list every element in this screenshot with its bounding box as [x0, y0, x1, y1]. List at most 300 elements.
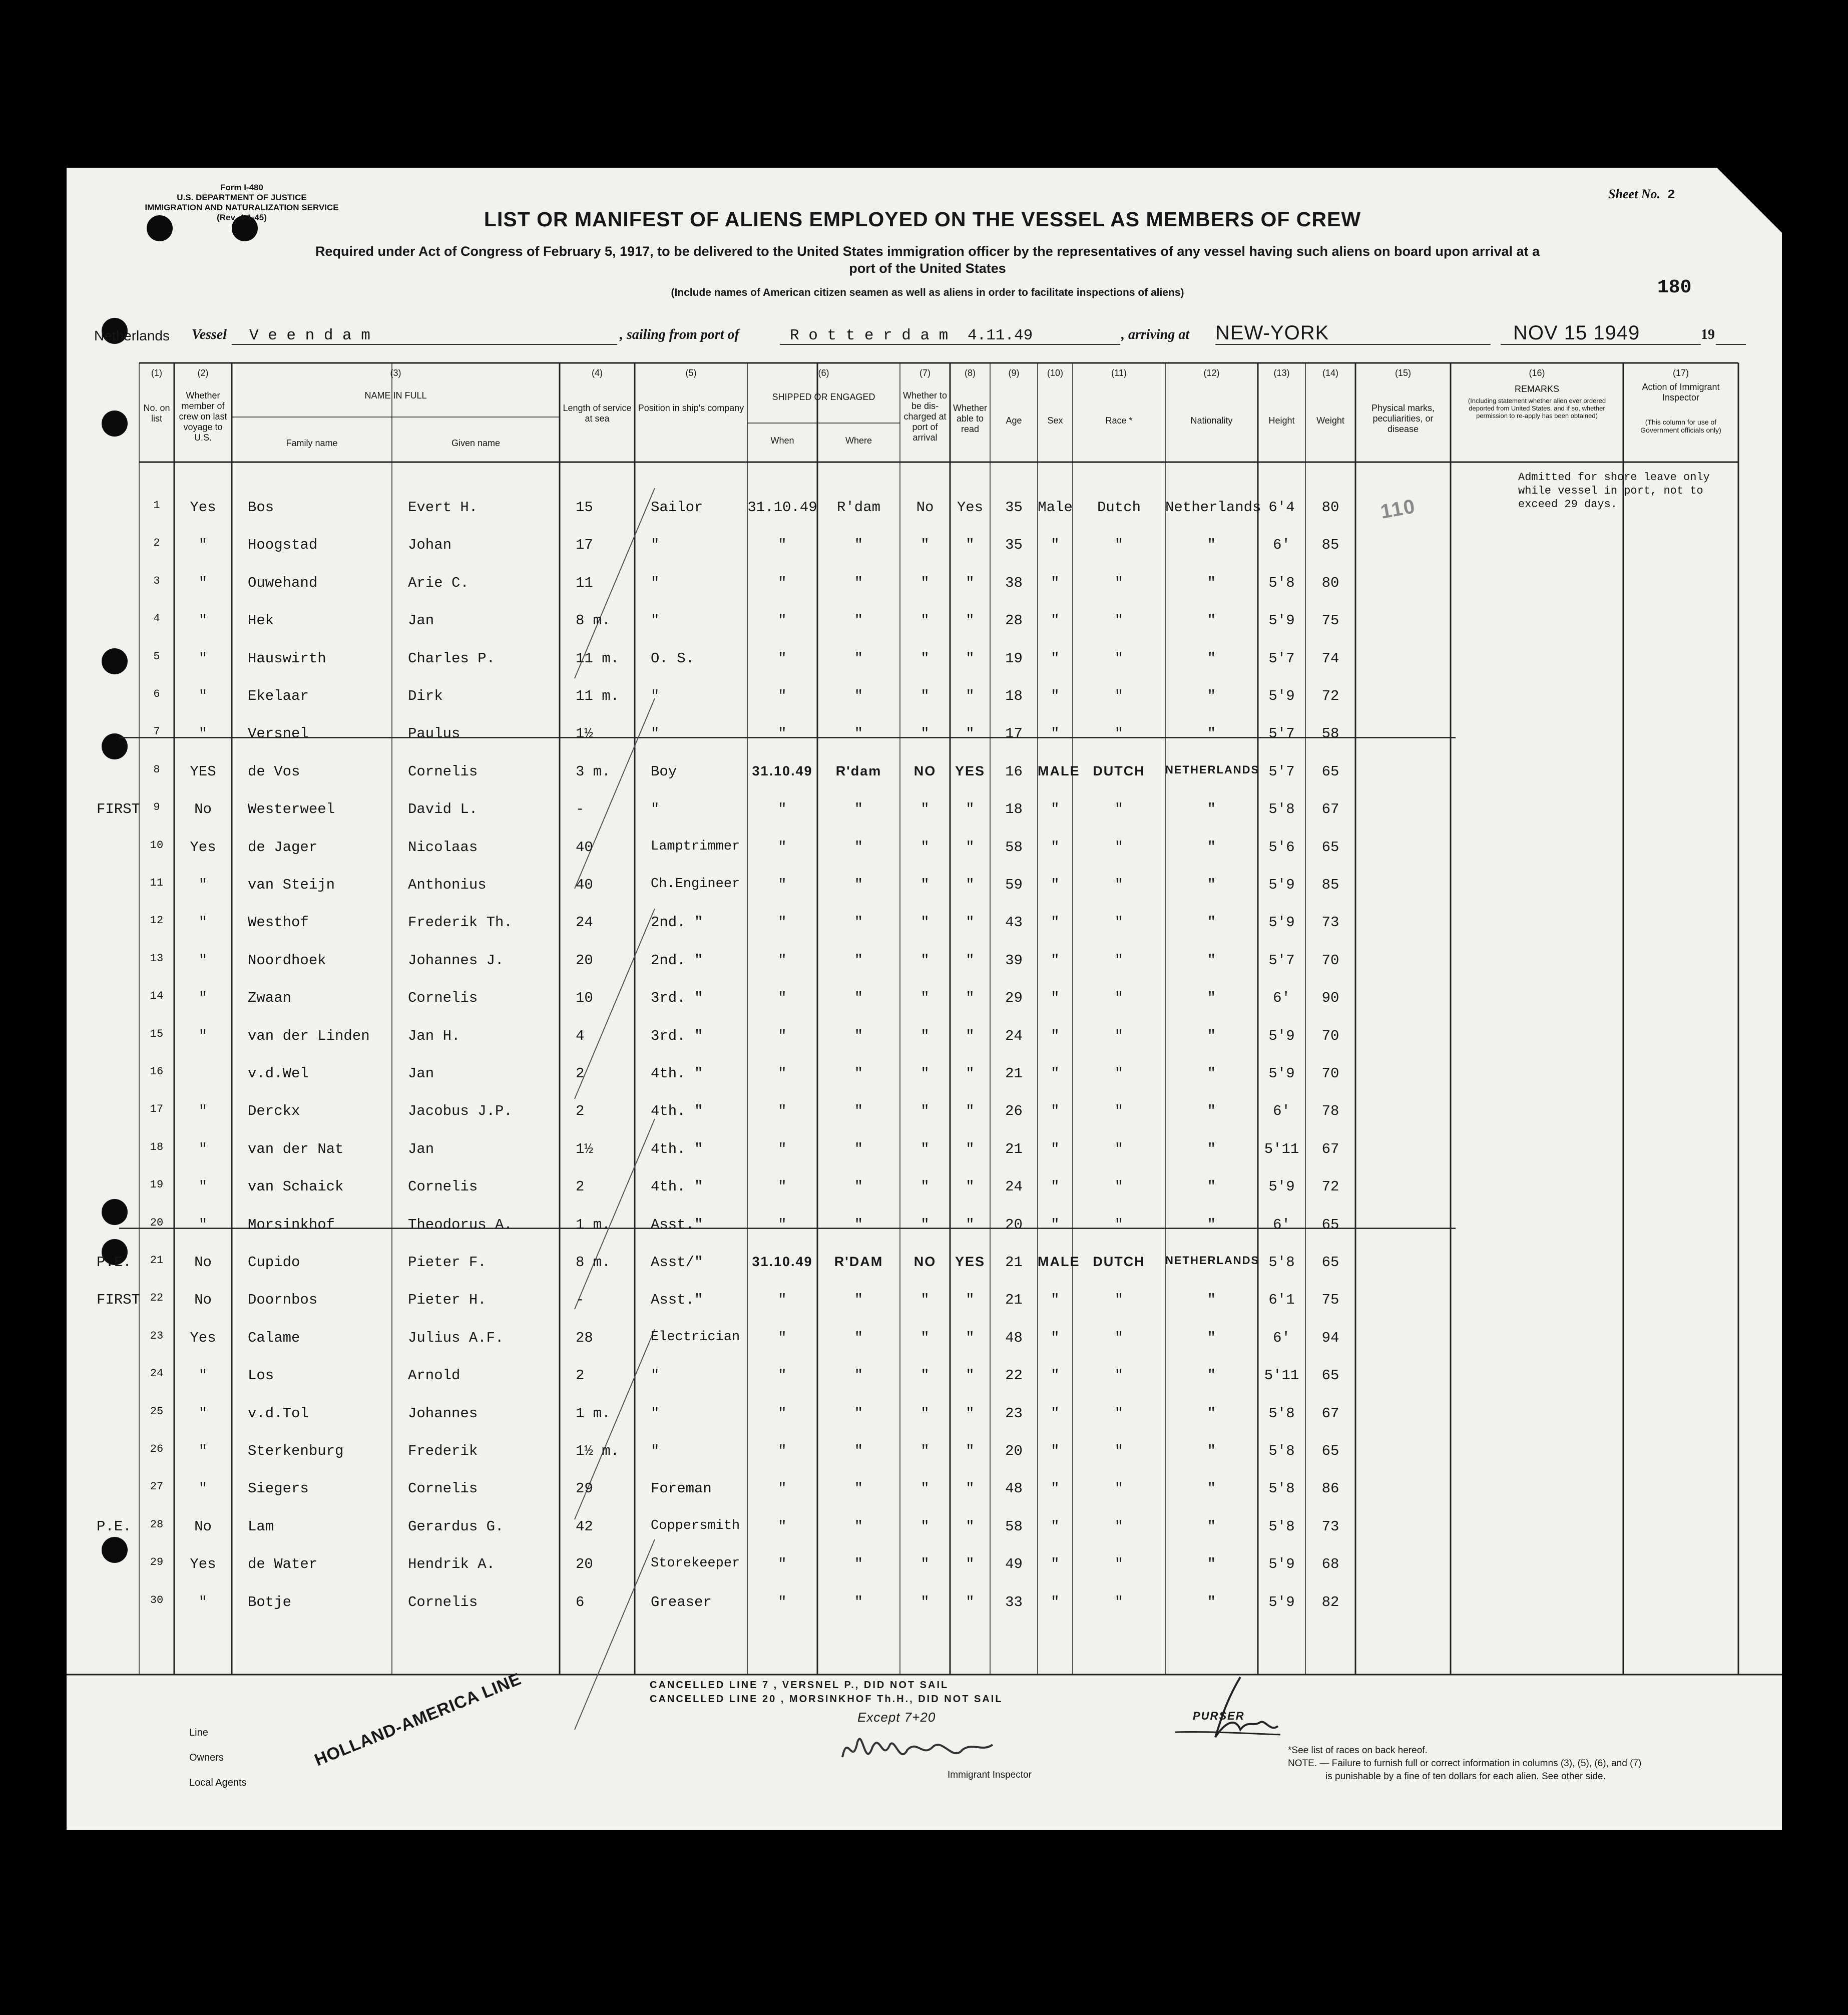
revision: (Rev. 4-1-45)	[217, 213, 267, 222]
cell-height: 5'9	[1268, 1178, 1295, 1195]
cell-disch: "	[920, 650, 930, 667]
cell-weight: 65	[1321, 839, 1339, 856]
cell-where: "	[854, 1518, 863, 1535]
cell-position: 4th. "	[651, 1140, 703, 1157]
cell-race: "	[1114, 1367, 1124, 1384]
cell-race: "	[1114, 914, 1124, 931]
cell-sex: "	[1051, 650, 1060, 667]
column-header-h7: Whether to be dis-charged at port of arrival	[902, 390, 948, 443]
cell-sex: Male	[1038, 499, 1073, 516]
cell-read: "	[966, 574, 975, 591]
cell-nat: "	[1207, 877, 1216, 893]
cell-service: 1½	[576, 1140, 593, 1157]
cell-age: 59	[1005, 877, 1023, 893]
cell-no: 20	[150, 1216, 164, 1229]
column-number: (8)	[965, 368, 976, 378]
cell-height: 5'8	[1268, 1405, 1295, 1422]
cell-height: 5'7	[1268, 952, 1295, 969]
cell-nat: "	[1207, 1178, 1216, 1195]
cell-prev: "	[198, 1593, 208, 1610]
cell-position: Boy	[651, 763, 677, 780]
cell-when: "	[778, 1593, 787, 1610]
cell-nat: "	[1207, 1140, 1216, 1157]
fine-note-2: is punishable by a fine of ten dollars for each alien. See other side.	[1325, 1771, 1606, 1782]
column-header-h5: Position in ship's company	[638, 403, 744, 413]
cell-weight: 65	[1321, 1367, 1339, 1384]
column-header-when: When	[770, 436, 794, 446]
cell-nat: Netherlands	[1165, 499, 1261, 516]
cell-no: 17	[150, 1103, 164, 1116]
cell-family: Hauswirth	[248, 650, 326, 667]
cell-when: 31.10.49	[752, 763, 813, 778]
cell-no: 11	[150, 877, 164, 889]
cell-family: v.d.Wel	[248, 1065, 309, 1082]
cell-nat: "	[1207, 1216, 1216, 1233]
cell-where: "	[854, 612, 863, 629]
page-number: 180	[1657, 277, 1692, 298]
cell-given: Pieter F.	[408, 1254, 487, 1271]
cell-weight: 65	[1321, 1216, 1339, 1233]
cell-when: "	[778, 537, 787, 554]
cell-family: Westerweel	[248, 801, 335, 818]
races-note: *See list of races on back hereof.	[1288, 1745, 1428, 1756]
cell-where: "	[854, 914, 863, 931]
cell-position: Asst/"	[651, 1254, 703, 1271]
cell-disch: "	[920, 914, 930, 931]
cell-read: YES	[955, 763, 986, 778]
cancel-note-1: CANCELLED LINE 7 , VERSNEL P., DID NOT SAIL	[650, 1680, 949, 1691]
column-header-where: Where	[845, 436, 872, 446]
cell-sex: "	[1051, 1443, 1060, 1459]
cell-race: "	[1114, 574, 1124, 591]
cell-height: 5'9	[1268, 612, 1295, 629]
cell-nat: NETHERLANDS	[1165, 1254, 1260, 1267]
form-number: Form I-480	[220, 183, 263, 192]
cell-position: "	[651, 574, 660, 591]
punch-hole	[102, 733, 128, 759]
cell-service: 1 m.	[576, 1405, 611, 1422]
cell-service: 24	[576, 914, 593, 931]
cell-family: Westhof	[248, 914, 309, 931]
purser-label: PURSER	[1193, 1710, 1245, 1722]
cell-weight: 85	[1321, 537, 1339, 554]
cell-no: 14	[150, 990, 164, 1003]
cell-height: 5'8	[1268, 1254, 1295, 1271]
cell-age: 49	[1005, 1556, 1023, 1573]
cell-age: 28	[1005, 612, 1023, 629]
cell-disch: NO	[913, 1254, 937, 1269]
cell-weight: 75	[1321, 1292, 1339, 1309]
cell-weight: 67	[1321, 1140, 1339, 1157]
column-header-h14: Weight	[1316, 416, 1344, 426]
cell-position: 2nd. "	[651, 952, 703, 969]
include-note: (Include names of American citizen seamen as well as aliens in order to facilitate inspections of aliens)	[671, 287, 1184, 298]
cell-prev: Yes	[190, 1556, 216, 1573]
cell-when: "	[778, 914, 787, 931]
cell-height: 5'11	[1264, 1367, 1299, 1384]
cell-family: Siegers	[248, 1480, 309, 1497]
column-header-h9: Age	[1006, 416, 1022, 426]
required-text	[187, 243, 1668, 277]
cell-where: "	[854, 1556, 863, 1573]
cell-race: "	[1114, 877, 1124, 893]
cell-service: 1 m.	[576, 1216, 611, 1233]
cell-given: Jacobus J.P.	[408, 1103, 513, 1120]
column-header-h12: Nationality	[1190, 416, 1233, 426]
cell-sex: "	[1051, 1329, 1060, 1346]
cell-family: Morsinkhof	[248, 1216, 335, 1233]
cell-family: Zwaan	[248, 990, 292, 1007]
cell-position: "	[651, 1367, 660, 1384]
cell-position: "	[651, 1443, 660, 1459]
cell-height: 5'9	[1268, 1065, 1295, 1082]
cell-age: 19	[1005, 650, 1023, 667]
cell-prev: "	[198, 1216, 208, 1233]
cell-when: "	[778, 1556, 787, 1573]
cell-family: de Vos	[248, 763, 300, 780]
service: IMMIGRATION AND NATURALIZATION SERVICE	[145, 203, 339, 212]
cell-prev: "	[198, 574, 208, 591]
column-header-remarks: REMARKS	[1514, 384, 1559, 394]
cell-disch: "	[920, 1480, 930, 1497]
cell-weight: 58	[1321, 725, 1339, 742]
cell-no: 13	[150, 952, 164, 965]
cell-prev: "	[198, 537, 208, 554]
cell-sex: "	[1051, 1367, 1060, 1384]
cell-disch: "	[920, 990, 930, 1007]
column-number: (12)	[1203, 368, 1220, 378]
cell-sex: "	[1051, 1065, 1060, 1082]
column-number: (17)	[1672, 368, 1689, 378]
cell-sex: "	[1051, 1027, 1060, 1044]
cell-disch: "	[920, 574, 930, 591]
cell-service: 11 m.	[576, 688, 620, 704]
cell-nat: "	[1207, 688, 1216, 704]
cell-where: "	[854, 1593, 863, 1610]
column-header-h1: No. on list	[143, 403, 170, 424]
cell-service: 28	[576, 1329, 593, 1346]
column-number: (14)	[1322, 368, 1338, 378]
inspector-label: Immigrant Inspector	[948, 1770, 1032, 1780]
cell-family: Calame	[248, 1329, 300, 1346]
cell-race: "	[1114, 1065, 1124, 1082]
cell-race: "	[1114, 952, 1124, 969]
cell-family: van Steijn	[248, 877, 335, 893]
cell-position: Asst."	[651, 1292, 703, 1309]
cell-prev: No	[194, 1254, 212, 1271]
cell-no: 18	[150, 1140, 164, 1153]
cell-read: "	[966, 1178, 975, 1195]
cell-weight: 78	[1321, 1103, 1339, 1120]
cell-family: Derckx	[248, 1103, 300, 1120]
cell-where: "	[854, 1103, 863, 1120]
cell-read: "	[966, 1292, 975, 1309]
cell-read: "	[966, 612, 975, 629]
cell-disch: "	[920, 1216, 930, 1233]
cell-where: "	[854, 574, 863, 591]
cell-height: 5'11	[1264, 1140, 1299, 1157]
cell-given: David L.	[408, 801, 478, 818]
cell-no: 26	[150, 1443, 164, 1455]
cell-given: Cornelis	[408, 1593, 478, 1610]
required-line-1: Required under Act of Congress of February 5, 1917, to be delivered to the United States immigration officer by the representatives of any vessel having such aliens on board upon arrival at a	[315, 244, 1540, 259]
cell-given: Cornelis	[408, 990, 478, 1007]
cell-service: 15	[576, 499, 593, 516]
cell-given: Johannes J.	[408, 952, 504, 969]
cell-when: "	[778, 839, 787, 856]
cell-position: Sailor	[651, 499, 703, 516]
cell-weight: 75	[1321, 612, 1339, 629]
purser-signature	[1165, 1672, 1295, 1752]
required-line-2: port of the United States	[849, 261, 1006, 276]
cell-where: "	[854, 990, 863, 1007]
cell-sex: "	[1051, 839, 1060, 856]
cell-sex: "	[1051, 574, 1060, 591]
column-header-remarks-note: (Including statement whether alien ever ordered deported from United States, and if so, whether permission to re-apply has been obtained)	[1468, 397, 1606, 420]
local-agents-label: Local Agents	[189, 1777, 247, 1788]
cell-given: Paulus	[408, 725, 460, 742]
cell-where: "	[854, 1329, 863, 1346]
column-header-h4: Length of service at sea	[563, 403, 632, 424]
cell-disch: "	[920, 1065, 930, 1082]
cell-when: "	[778, 1518, 787, 1535]
cell-weight: 68	[1321, 1556, 1339, 1573]
cell-family: v.d.Tol	[248, 1405, 309, 1422]
cell-disch: "	[920, 1405, 930, 1422]
column-header-h11: Race *	[1105, 416, 1133, 426]
cell-race: "	[1114, 990, 1124, 1007]
cell-height: 5'9	[1268, 688, 1295, 704]
cell-disch: "	[920, 537, 930, 554]
cell-disch: "	[920, 612, 930, 629]
cell-service: 8 m.	[576, 612, 611, 629]
cell-disch: "	[920, 952, 930, 969]
cell-race: "	[1114, 1593, 1124, 1610]
cell-read: "	[966, 725, 975, 742]
cell-prev: No	[194, 1292, 212, 1309]
cell-sex: "	[1051, 1103, 1060, 1120]
cell-prev: No	[194, 801, 212, 818]
cell-age: 33	[1005, 1593, 1023, 1610]
cell-race: "	[1114, 1292, 1124, 1309]
cell-weight: 70	[1321, 1065, 1339, 1082]
cell-read: "	[966, 952, 975, 969]
cell-no: 3	[153, 574, 160, 587]
cell-sex: "	[1051, 537, 1060, 554]
cell-disch: "	[920, 1593, 930, 1610]
cell-age: 48	[1005, 1329, 1023, 1346]
cell-race: Dutch	[1097, 499, 1141, 516]
cell-when: 31.10.49	[747, 499, 817, 516]
cell-height: 5'8	[1268, 574, 1295, 591]
arriving-label: , arriving at	[1121, 327, 1190, 342]
cell-position: 3rd. "	[651, 1027, 703, 1044]
cell-nat: "	[1207, 1480, 1216, 1497]
cell-weight: 72	[1321, 688, 1339, 704]
margin-mark-pe: P.E.	[97, 1518, 132, 1535]
cell-family: Bos	[248, 499, 274, 516]
port-name: R o t t e r d a m	[790, 327, 949, 344]
cell-service: 6	[576, 1593, 585, 1610]
column-number: (9)	[1008, 368, 1020, 378]
cell-prev: "	[198, 1178, 208, 1195]
cell-nat: "	[1207, 801, 1216, 818]
cell-family: de Water	[248, 1556, 318, 1573]
cell-read: Yes	[957, 499, 984, 516]
cell-family: Botje	[248, 1593, 292, 1610]
cell-race: DUTCH	[1093, 1254, 1145, 1269]
cell-disch: "	[920, 1027, 930, 1044]
page-title: LIST OR MANIFEST OF ALIENS EMPLOYED ON THE VESSEL AS MEMBERS OF CREW	[484, 208, 1361, 231]
cell-age: 35	[1005, 537, 1023, 554]
cell-height: 5'6	[1268, 839, 1295, 856]
cell-where: "	[854, 1065, 863, 1082]
cell-weight: 70	[1321, 952, 1339, 969]
cell-when: "	[778, 1292, 787, 1309]
column-number: (11)	[1111, 368, 1127, 378]
sail-date: 4.11.49	[968, 327, 1033, 344]
cell-service: 10	[576, 990, 593, 1007]
cell-age: 18	[1005, 688, 1023, 704]
sheet-label: Sheet No.	[1608, 187, 1660, 201]
cell-prev: "	[198, 1103, 208, 1120]
cell-weight: 72	[1321, 1178, 1339, 1195]
cell-service: 1½	[576, 725, 593, 742]
cell-height: 5'8	[1268, 1480, 1295, 1497]
column-number: (5)	[685, 368, 697, 378]
cell-family: van der Nat	[248, 1140, 344, 1157]
cell-disch: "	[920, 877, 930, 893]
cell-service: 20	[576, 952, 593, 969]
cell-given: Arnold	[408, 1367, 460, 1384]
margin-mark-first: FIRST	[97, 801, 141, 818]
cell-where: "	[854, 1367, 863, 1384]
cell-no: 27	[150, 1480, 164, 1493]
cell-read: "	[966, 1367, 975, 1384]
column-number: (2)	[197, 368, 209, 378]
column-number: (16)	[1529, 368, 1545, 378]
cell-height: 5'7	[1268, 763, 1295, 780]
cell-disch: "	[920, 725, 930, 742]
cell-weight: 86	[1321, 1480, 1339, 1497]
cell-nat: "	[1207, 1103, 1216, 1120]
cell-disch: "	[920, 801, 930, 818]
cell-position: "	[651, 725, 660, 742]
sheet-value: 2	[1667, 187, 1675, 202]
cell-position: Ch.Engineer	[651, 877, 740, 892]
cell-read: "	[966, 990, 975, 1007]
remarks-text: Admitted for shore leave only while vessel in port, not to exceed 29 days.	[1518, 471, 1710, 511]
cell-when: "	[778, 1065, 787, 1082]
cell-no: 22	[150, 1292, 164, 1305]
column-number: (4)	[592, 368, 603, 378]
cell-race: "	[1114, 650, 1124, 667]
cell-given: Jan	[408, 1065, 434, 1082]
cell-position: 4th. "	[651, 1178, 703, 1195]
cell-when: "	[778, 612, 787, 629]
column-number: (13)	[1273, 368, 1290, 378]
cell-when: "	[778, 1027, 787, 1044]
cell-where: "	[854, 537, 863, 554]
cell-nat: "	[1207, 952, 1216, 969]
cell-position: Asst."	[651, 1216, 703, 1233]
cell-where: "	[854, 725, 863, 742]
cell-position: "	[651, 537, 660, 554]
cell-age: 35	[1005, 499, 1023, 516]
cell-service: 11 m.	[576, 650, 620, 667]
cell-read: "	[966, 537, 975, 554]
column-header-h8: Whether able to read	[953, 403, 988, 434]
cell-height: 5'9	[1268, 877, 1295, 893]
cell-nat: "	[1207, 839, 1216, 856]
cell-disch: "	[920, 1329, 930, 1346]
cell-sex: "	[1051, 1518, 1060, 1535]
line-label: Line	[189, 1727, 208, 1738]
cell-prev: Yes	[190, 499, 216, 516]
cell-age: 43	[1005, 914, 1023, 931]
cell-service: 3 m.	[576, 763, 611, 780]
cell-prev: "	[198, 688, 208, 704]
cell-nat: "	[1207, 1405, 1216, 1422]
cell-when: "	[778, 574, 787, 591]
cell-height: 6'	[1273, 1216, 1290, 1233]
cell-weight: 74	[1321, 650, 1339, 667]
punch-hole	[102, 1199, 128, 1225]
cell-no: 4	[153, 612, 160, 625]
cell-height: 6'	[1273, 1103, 1290, 1120]
cell-service: 2	[576, 1178, 585, 1195]
cell-family: Ekelaar	[248, 688, 309, 704]
cell-age: 26	[1005, 1103, 1023, 1120]
cell-disch: "	[920, 1443, 930, 1459]
cell-given: Johannes	[408, 1405, 478, 1422]
cell-read: "	[966, 1480, 975, 1497]
cell-no: 28	[150, 1518, 164, 1531]
cell-nat: "	[1207, 537, 1216, 554]
cell-weight: 65	[1321, 763, 1339, 780]
cell-read: "	[966, 1103, 975, 1120]
punch-hole	[102, 648, 128, 674]
cell-when: "	[778, 1405, 787, 1422]
cell-weight: 73	[1321, 914, 1339, 931]
vessel-label: Vessel	[192, 327, 227, 342]
cell-age: 29	[1005, 990, 1023, 1007]
cell-age: 21	[1005, 1140, 1023, 1157]
cell-family: Versnel	[248, 725, 309, 742]
cell-no: 7	[153, 725, 160, 738]
cell-when: "	[778, 725, 787, 742]
cell-no: 6	[153, 688, 160, 700]
cell-age: 22	[1005, 1367, 1023, 1384]
cell-disch: "	[920, 1292, 930, 1309]
cell-nat: "	[1207, 1556, 1216, 1573]
column-header-h2: Whether member of crew on last voyage to U.S.	[179, 390, 227, 443]
arriving-port: NEW-YORK	[1215, 322, 1329, 344]
column-number: (1)	[151, 368, 162, 378]
cell-position: 4th. "	[651, 1103, 703, 1120]
cell-weight: 80	[1321, 574, 1339, 591]
cell-where: R'dam	[836, 499, 880, 516]
cell-age: 58	[1005, 839, 1023, 856]
cell-weight: 80	[1321, 499, 1339, 516]
column-header-shipped: SHIPPED OR ENGAGED	[772, 392, 875, 402]
cell-given: Jan	[408, 612, 434, 629]
cell-weight: 65	[1321, 1443, 1339, 1459]
cell-prev: "	[198, 990, 208, 1007]
cell-position: "	[651, 1405, 660, 1422]
cell-sex: "	[1051, 612, 1060, 629]
cell-no: 9	[153, 801, 160, 814]
